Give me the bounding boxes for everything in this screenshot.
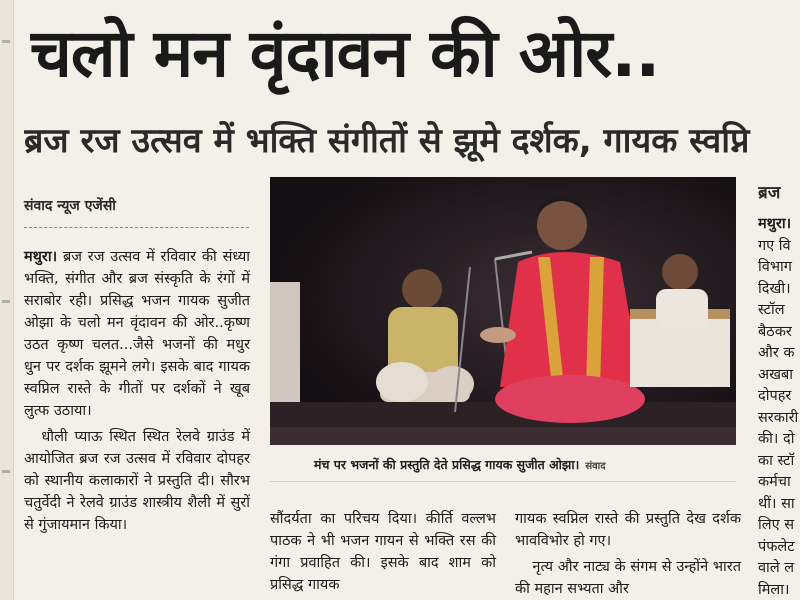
side-article-line: और क [758,345,795,361]
side-article-line: मिला। [758,581,790,598]
page-margin-strip [0,0,14,600]
paragraph-2: धौली प्याऊ स्थित स्थित रेलवे ग्राउंड में आयोजित ब्रज रज उत्सव में रविवार दोपहर को स्थानीय कलाकारों ने प्रस्तुति दी। सौरभ चतुर्वेदी ने रेलवे ग्राउंड शास्त्रीय शैली में सुरों से गुंजायमान किया। [24,429,250,533]
side-article-line: लिए स [758,517,795,533]
side-article-line: पंफलेट [758,538,795,555]
left-musician [270,282,300,402]
singer-kurta [500,252,642,387]
margin-mark [2,40,10,43]
dateline: मथुरा। [24,249,58,265]
article-column-3 [515,508,741,600]
singer-hand [480,327,516,343]
article-column-2 [270,508,496,600]
paragraph: गायक स्वप्निल रास्ते की प्रस्तुति देख दर्शक भावविभोर हो गए। [515,511,741,549]
right-musician-body [656,289,708,329]
side-article-line: का स्टॉ [758,452,795,469]
side-article-line: वाले ल [758,560,795,576]
photo-credit: संवाद [585,460,606,472]
side-article-line: कर्मचा [758,474,791,490]
side-article-line: दोपहर [758,388,792,404]
side-article-line: गए वि [758,237,791,254]
headline: चलो मन वृंदावन की ओर.. [30,15,660,92]
side-article-line: अखबा [758,366,793,383]
article-column-1 [24,246,250,540]
side-article-line: थीं। सा [758,495,795,512]
article-photo [270,177,736,445]
side-article-line: दिखी। [758,280,791,297]
caption-text: मंच पर भजनों की प्रस्तुति देते प्रसिद्ध गायक सुजीत ओझा। [314,457,580,472]
margin-mark [2,300,10,303]
side-article-line: मथुरा। [758,216,792,232]
singer-dhoti [495,375,645,423]
side-article-line: स्टॉल [758,302,785,318]
singer-head [537,200,587,250]
side-article-heading: ब्रज [758,183,781,203]
paragraph: सौंदर्यता का परिचय दिया। कीर्ति वल्लभ पाठक ने भी भजन गायन से भक्ति रस की गंगा प्रवाहित की। इसके बाद शाम को प्रसिद्ध गायक [270,511,496,593]
byline: संवाद न्यूज एजेंसी [24,196,249,228]
tabla-player-head [402,269,442,309]
photo-caption [270,448,736,482]
concert-stage-illustration [270,177,736,445]
stage-edge [270,427,736,445]
side-article-line: विभाग [758,259,792,275]
margin-mark [2,470,10,473]
side-article-line: सरकारी [758,409,799,426]
side-article-column [758,214,800,600]
subheadline: ब्रज रज उत्सव में भक्ति संगीतों से झूमे दर्शक, गायक स्वप्नि [24,121,750,161]
paragraph-1 [24,246,250,422]
right-musician-head [662,254,698,290]
paragraph-1-text: ब्रज रज उत्सव में रविवार की संध्या भक्ति, संगीत और ब्रज संस्कृति के रंगों में सराबोर रही। प्रसिद्ध भजन गायक सुजीत ओझा के चलो मन वृंदावन की ओर..कृष्ण उठत कृष्ण चलत...जैसे भजनों की मधुर धुन पर दर्शक झूमने लगे। इसके बाद गायक स्वप्निल रास्ते के गीतों पर दर्शकों ने खूब लुत्फ उठाया। [24,249,250,419]
tabla-drum-left [376,362,428,402]
side-article-line: बैठकर [758,323,792,340]
paragraph: नृत्य और नाट्य के संगम से उन्होंने भारत की महान सभ्यता और [515,559,741,597]
side-article-line: की। दो [758,431,795,447]
tabla-drum-right [430,366,474,402]
